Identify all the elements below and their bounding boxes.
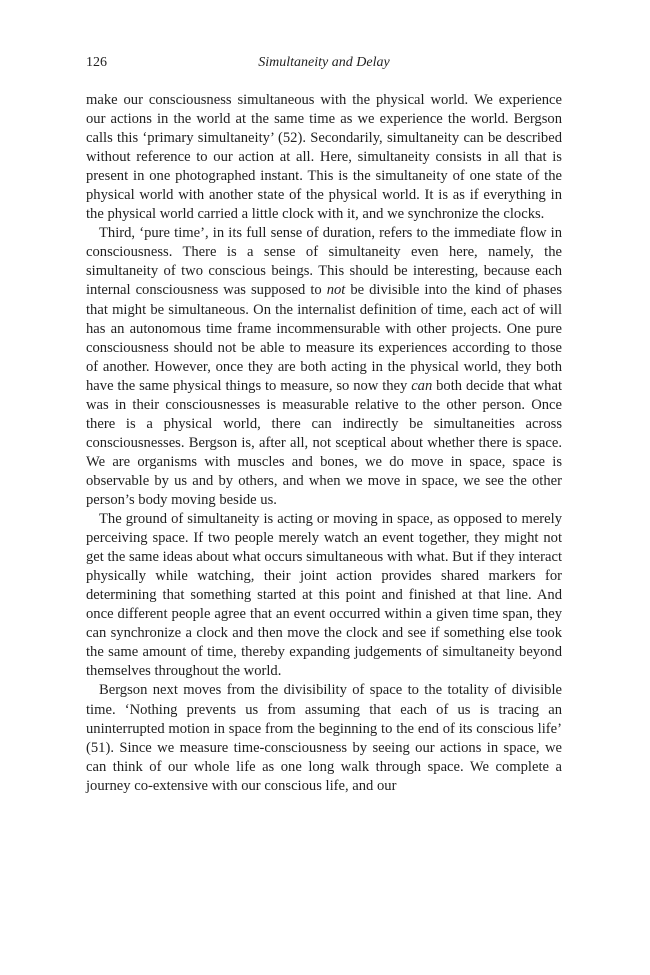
emphasis-text: can xyxy=(411,377,433,394)
paragraph-1 xyxy=(86,91,562,224)
paragraph-text: make our consciousness simultaneous with the physical world. We experience our actions in the world at the same time as we experience the world. Bergson calls this ‘primary simultaneity’ (52). Secondarily, simultaneity can be described without reference to our action at all. Here, simultaneity consists in all that is present in one photographed instant. This is the simultaneity of one state of the physical world with another state of the physical world. It is as if everything in the physical world carried a little clock with it, and we synchronize the clocks. xyxy=(86,92,562,223)
paragraph-text: Bergson next moves from the divisibility of space to the totality of divisible time. ‘Nothing prevents us from assuming that each of us is tracing an uninterrupted motion in space from the beginning to the end of its conscious life’ (51). Since we measure time-consciousness by seeing our actions in space, we can think of our whole life as one long walk through space. We complete a journey co-extensive with our conscious life, and our xyxy=(86,682,562,794)
paragraph-text: Third, ‘pure time’, in its full sense of duration, refers to the immediate flow in consciousness. There is a sense of simultaneity even here, namely, the simultaneity of two conscious beings. This should be interesting, because each internal consciousness was supposed to xyxy=(86,225,562,299)
paragraph-3 xyxy=(86,510,562,681)
paragraph-text: The ground of simultaneity is acting or moving in space, as opposed to merely perceiving space. If two people merely watch an event together, they might not get the same ideas about what occurs simultaneous with what. But if they interact physically while watching, their joint action provides shared markers for determining that something started at this point and finished at that line. And once different people agree that an event occurred within a given time span, they can synchronize a clock and then move the clock and see if something else took the same amount of time, thereby expanding judgements of simultaneity beyond themselves throughout the world. xyxy=(86,511,562,680)
running-head xyxy=(86,52,562,74)
book-page xyxy=(86,52,562,796)
paragraph-text: be divisible into the kind of phases that might be simultaneous. On the internalist definition of time, each act of will has an autonomous time frame incommensurable with other projects. One pure consciousness should not be able to measure its experiences according to those of another. However, once they are both acting in the physical world, they both have the same physical things to measure, so now they xyxy=(86,282,562,394)
page-number: 126 xyxy=(86,55,107,70)
running-title: Simultaneity and Delay xyxy=(258,55,390,70)
paragraph-text: both decide that what was in their consciousnesses is measurable relative to the other person. Once there is a physical world, there can indirectly be simultaneities across consciousnesses. Bergson is, after all, not sceptical about whether there is space. We are organisms with muscles and bones, we do move in space, space is observable by us and by others, and when we move in space, we see the other person’s body moving beside us. xyxy=(86,377,563,508)
body-text xyxy=(86,91,562,796)
emphasis-text: not xyxy=(326,282,346,299)
paragraph-4 xyxy=(86,681,562,795)
paragraph-2 xyxy=(86,224,562,510)
